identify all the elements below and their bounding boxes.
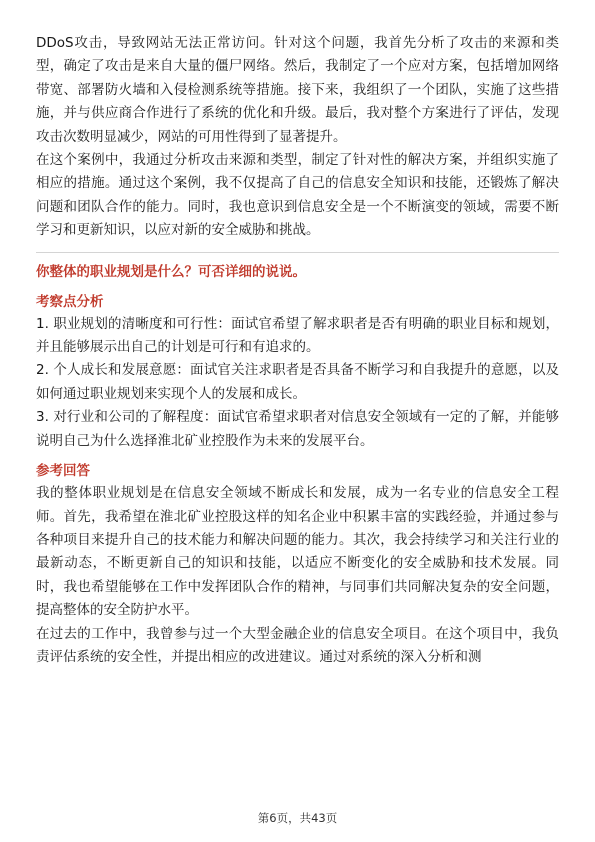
body-paragraph: 在这个案例中，我通过分析攻击来源和类型，制定了针对性的解决方案，并组织实施了相应的措施。通过这个案例，我不仅提高了自己的信息安全知识和技能，还锻炼了解决问题和团队合作的能力。同时，我也意识到信息安全是一个不断演变的领域，需要不断学习和更新知识，以应对新的安全威胁和挑战。 bbox=[36, 152, 559, 239]
section-divider bbox=[36, 252, 559, 253]
analysis-point: 3. 对行业和公司的了解程度：面试官希望求职者对信息安全领域有一定的了解，并能够说明自己为什么选择淮北矿业控股作为未来的发展平台。 bbox=[36, 409, 559, 449]
analysis-heading: 考察点分析 bbox=[36, 293, 104, 310]
page-number: 第6页，共43页 bbox=[257, 811, 338, 825]
page-content bbox=[36, 32, 559, 669]
analysis-point: 1. 职业规划的清晰度和可行性：面试官希望了解求职者是否有明确的职业目标和规划，并且能够展示出自己的计划是可行和有追求的。 bbox=[36, 315, 559, 356]
analysis-point: 2. 个人成长和发展意愿：面试官关注求职者是否具备不断学习和自我提升的意愿，以及如何通过职业规划来实现个人的发展和成长。 bbox=[36, 362, 559, 402]
interview-question: 你整体的职业规划是什么？可否详细的说说。 bbox=[36, 263, 306, 280]
answer-paragraph: 在过去的工作中，我曾参与过一个大型金融企业的信息安全项目。在这个项目中，我负责评估系统的安全性，并提出相应的改进建议。通过对系统的深入分析和测 bbox=[36, 625, 559, 665]
body-paragraph: DDoS攻击，导致网站无法正常访问。针对这个问题，我首先分析了攻击的来源和类型，确定了攻击是来自大量的僵尸网络。然后，我制定了一个应对方案，包括增加网络带宽、部署防火墙和入侵检测系统等措施。接下来，我组织了一个团队，实施了这些措施，并与供应商合作进行了系统的优化和升级。最后，我对整个方案进行了评估，发现攻击次数明显减少，网站的可用性得到了显著提升。 bbox=[36, 35, 559, 145]
answer-heading: 参考回答 bbox=[36, 463, 90, 480]
answer-paragraph: 我的整体职业规划是在信息安全领域不断成长和发展，成为一名专业的信息安全工程师。首先，我希望在淮北矿业控股这样的知名企业中积累丰富的实践经验，并通过参与各种项目来提升自己的技术能力和解决问题的能力。其次，我会持续学习和关注行业的最新动态，不断更新自己的知识和技能，以适应不断变化的安全威胁和技术发展。同时，我也希望能够在工作中发挥团队合作的精神，与同事们共同解决复杂的安全问题，提高整体的安全防护水平。 bbox=[36, 485, 559, 619]
